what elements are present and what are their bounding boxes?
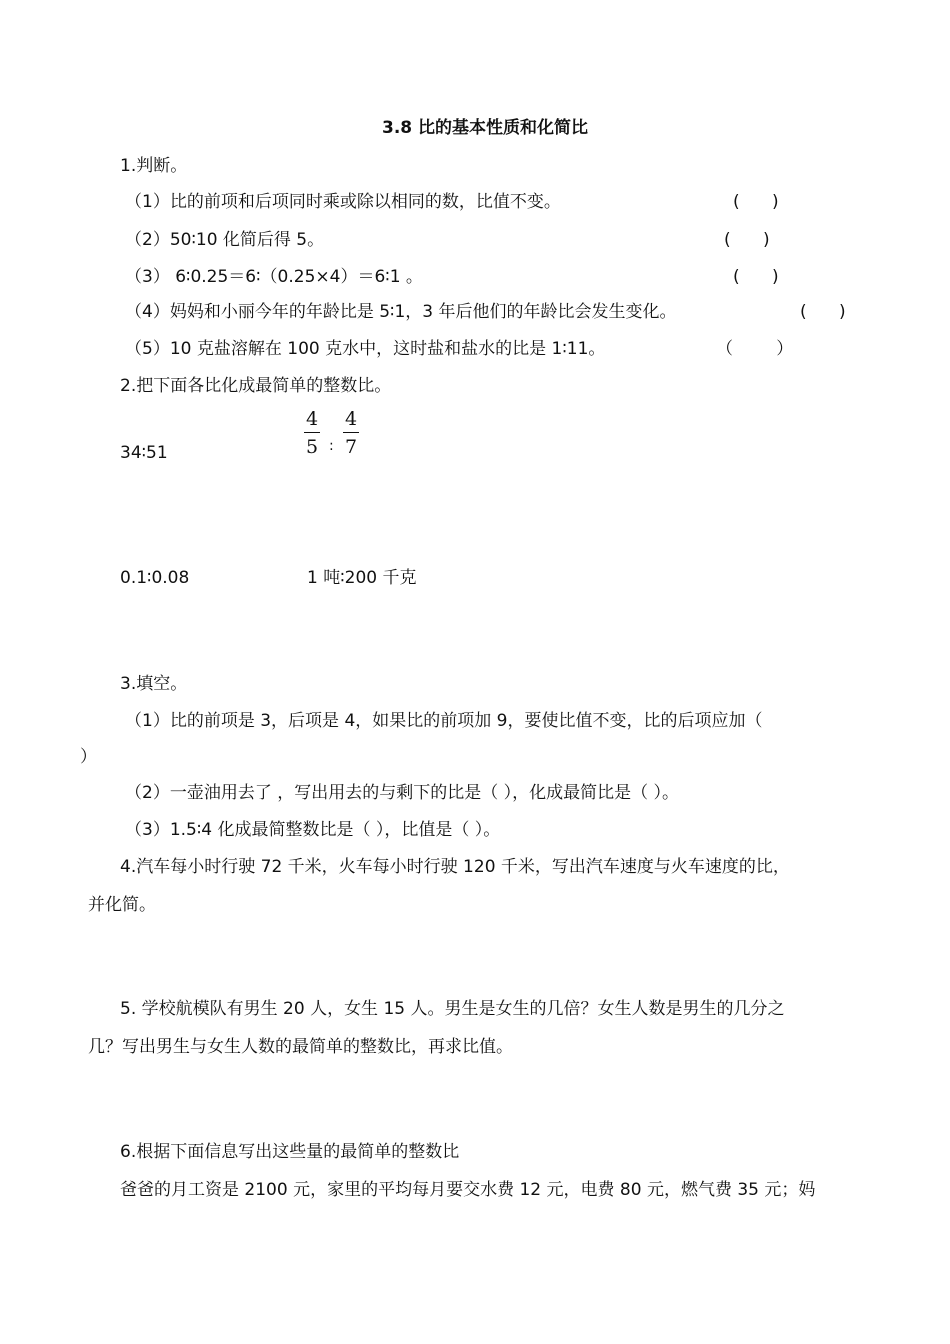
judge-answer-4[interactable]: ( ): [800, 302, 846, 322]
judge-item-4: （4）妈妈和小丽今年的年龄比是 5∶1，3 年后他们的年龄比会发生变化。: [125, 302, 677, 322]
question-6-heading: 6.根据下面信息写出这些量的最简单的整数比: [120, 1142, 460, 1162]
fraction-bar: [304, 432, 320, 433]
judge-item-3: （3） 6∶0.25＝6∶（0.25×4）＝6∶1 。: [125, 267, 423, 287]
fill-item-2: （2）一壶油用去了 ，写出用去的与剩下的比是（ ），化成最简比是（ ）。: [125, 783, 680, 803]
section-3-heading: 3.填空。: [120, 674, 188, 694]
judge-item-5: （5）10 克盐溶解在 100 克水中，这时盐和盐水的比是 1∶11。: [125, 339, 606, 359]
ratio-colon: :: [329, 438, 334, 454]
fraction-numerator: 4: [344, 408, 358, 430]
question-6-line1: 爸爸的月工资是 2100 元，家里的平均每月要交水费 12 元，电费 80 元，燃气费 35 元；妈: [120, 1180, 816, 1200]
judge-answer-5[interactable]: （ ）: [716, 339, 794, 359]
section-1-heading: 1.判断。: [120, 156, 188, 176]
fill-item-1-line2: ）: [80, 747, 97, 767]
fraction-four-fifths: [304, 408, 320, 458]
judge-answer-3[interactable]: ( ): [733, 267, 779, 287]
ratio-problem-1: 34∶51: [120, 443, 168, 463]
question-4-line2: 并化简。: [88, 895, 156, 915]
page-title: 3.8 比的基本性质和化简比: [382, 118, 589, 138]
fraction-bar: [343, 432, 359, 433]
judge-answer-1[interactable]: ( ): [733, 192, 779, 212]
judge-item-2: （2）50∶10 化简后得 5。: [125, 230, 325, 250]
fraction-denominator: 5: [305, 436, 319, 458]
judge-item-1: （1）比的前项和后项同时乘或除以相同的数，比值不变。: [125, 192, 561, 212]
fill-item-1-line1: （1）比的前项是 3，后项是 4，如果比的前项加 9，要使比值不变，比的后项应加（: [125, 711, 763, 731]
fill-item-3: （3）1.5∶4 化成最简整数比是（ ），比值是（ ）。: [125, 820, 501, 840]
question-4-line1: 4.汽车每小时行驶 72 千米，火车每小时行驶 120 千米，写出汽车速度与火车速度的比，: [120, 857, 790, 877]
question-5-line2: 几？写出男生与女生人数的最简单的整数比，再求比值。: [88, 1037, 513, 1057]
fraction-numerator: 4: [305, 408, 319, 430]
question-5-line1: 5. 学校航模队有男生 20 人，女生 15 人。男生是女生的几倍？女生人数是男生的几分之: [120, 999, 785, 1019]
fraction-denominator: 7: [344, 436, 358, 458]
ratio-problem-4: 1 吨∶200 千克: [307, 568, 417, 588]
judge-answer-2[interactable]: ( ): [724, 230, 770, 250]
section-2-heading: 2.把下面各比化成最简单的整数比。: [120, 376, 392, 396]
ratio-problem-3: 0.1∶0.08: [120, 568, 190, 588]
fraction-four-sevenths: [343, 408, 359, 458]
